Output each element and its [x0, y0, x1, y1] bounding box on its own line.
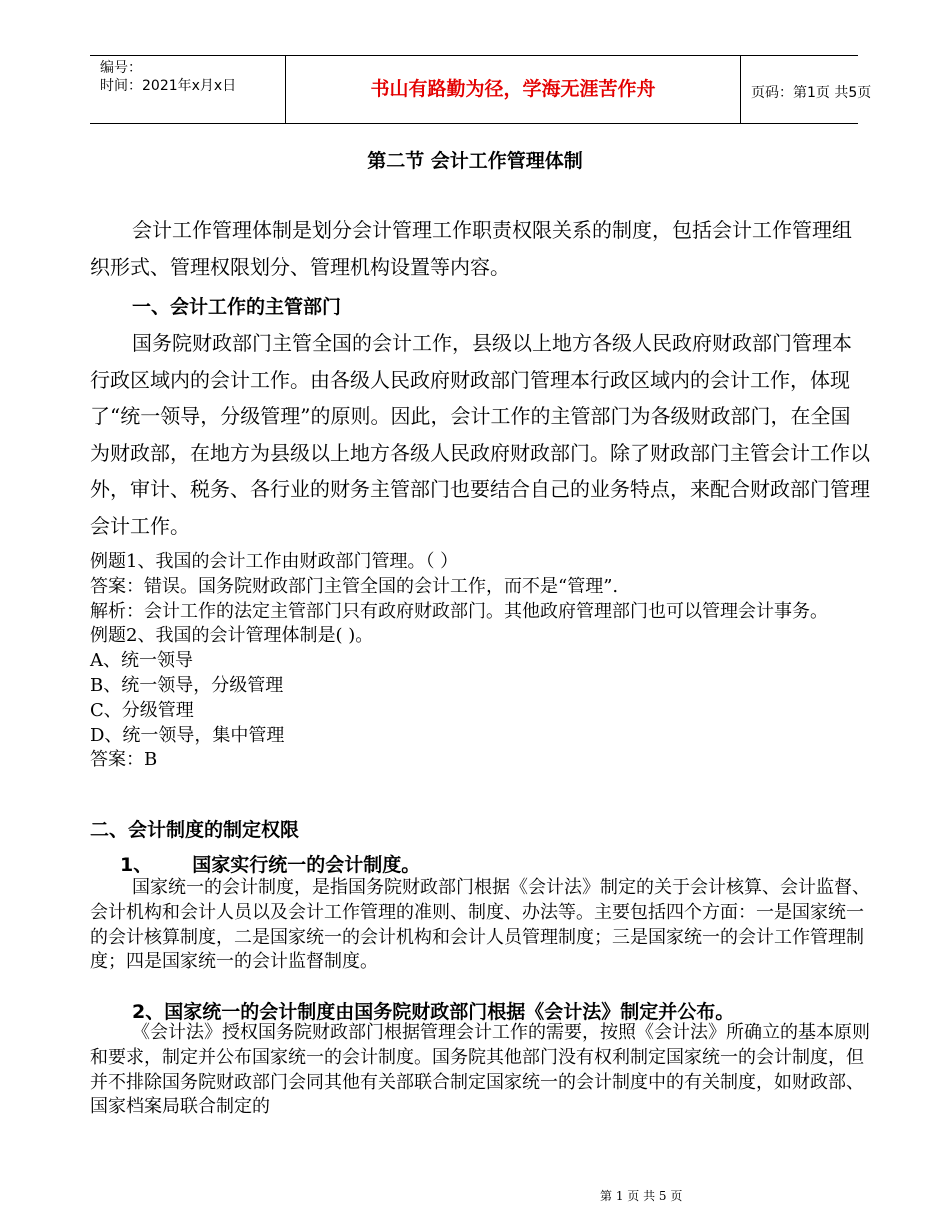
intro-paragraph — [90, 212, 870, 285]
sub2-text: 《会计法》授权国务院财政部门根据管理会计工作的需要，按照《会计法》所确立的基本原则和要求，制定并公布国家统一的会计制度。国务院其他部门没有权利制定国家统一的会计制度，但并不排除国务院财政部门会同其他有关部联合制定国家统一的会计制度中的有关制度，如财政部、国家档案局联合制定的 — [90, 1022, 870, 1118]
example1-question: 例题1、我国的会计工作由财政部门管理。（ ） — [90, 551, 459, 572]
section1-text: 国务院财政部门主管全国的会计工作，县级以上地方各级人民政府财政部门管理本行政区域内的会计工作。由各级人民政府财政部门管理本行政区域内的会计工作，体现了“统一领导，分级管理”的原则。因此，会计工作的主管部门为各级财政部门，在全国为财政部，在地方为县级以上地方各级人民政府财政部门。除了财政部门主管会计工作以外，审计、税务、各行业的财务主管部门也要结合自己的业务特点，来配合财政部门管理会计工作。 — [90, 331, 870, 538]
section1-paragraph — [90, 325, 870, 544]
sub1-text: 国家统一的会计制度，是指国务院财政部门根据《会计法》制定的关于会计核算、会计监督、会计机构和会计人员以及会计工作管理的准则、制度、办法等。主要包括四个方面：一是国家统一的会计核算制度，二是国家统一的会计机构和会计人员管理制度；三是国家统一的会计工作管理制度；四是国家统一的会计监督制度。 — [90, 877, 870, 973]
sub1-paragraph — [90, 876, 870, 975]
section2-heading: 二、会计制度的制定权限 — [90, 819, 300, 841]
option-b: B、统一领导，分级管理 — [90, 674, 284, 696]
page-info: 页码：第1页 共5页 — [751, 85, 872, 101]
option-c: C、分级管理 — [90, 699, 194, 721]
header-page-cell — [741, 56, 872, 123]
example1-analysis: 解析：会计工作的法定主管部门只有政府财政部门。其他政府管理部门也可以管理会计事务。 — [90, 600, 828, 622]
section-title: 第二节 会计工作管理体制 — [367, 150, 583, 172]
example2-answer: 答案：B — [90, 749, 158, 771]
example2-question: 例题2、我国的会计管理体制是( )。 — [90, 625, 374, 647]
example1-answer: 答案：错误。国务院财政部门主管全国的会计工作，而不是“管理”. — [90, 575, 619, 597]
sub1-title: 国家实行统一的会计制度。 — [192, 854, 421, 876]
document-header — [90, 55, 872, 124]
option-a: A、统一领导 — [90, 650, 193, 672]
time-label: 时间：2021年x月x日 — [100, 78, 237, 94]
sub1-number: 1、 — [120, 854, 153, 876]
motto-text: 书山有路勤为径，学海无涯苦作舟 — [370, 78, 656, 100]
header-left-cell — [90, 56, 285, 123]
number-label: 编号： — [100, 60, 142, 76]
option-d: D、统一领导，集中管理 — [90, 724, 285, 746]
header-motto-cell — [285, 56, 741, 123]
sub2-heading: 2、国家统一的会计制度由国务院财政部门根据《会计法》制定并公布。 — [132, 1001, 735, 1023]
sub1-heading — [120, 850, 420, 877]
intro-text: 会计工作管理体制是划分会计管理工作职责权限关系的制度，包括会计工作管理组织形式、管理权限划分、管理机构设置等内容。 — [90, 218, 852, 279]
sub2-paragraph — [90, 1021, 870, 1120]
section1-heading: 一、会计工作的主管部门 — [132, 296, 342, 318]
page-footer: 第 1 页 共 5 页 — [600, 1189, 683, 1203]
examples-block — [90, 550, 870, 773]
